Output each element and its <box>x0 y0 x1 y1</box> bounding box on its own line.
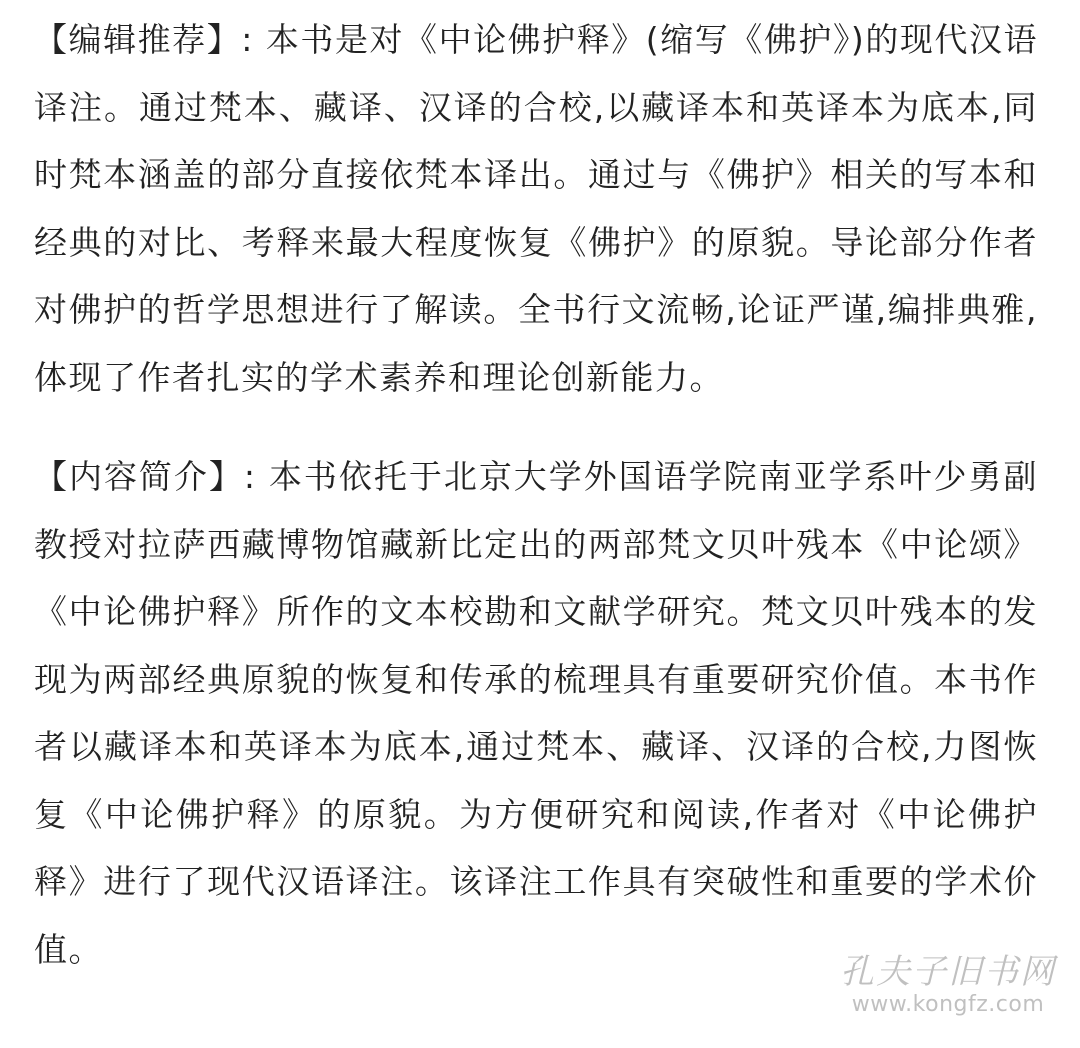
watermark-url: www.kongfz.com <box>851 992 1045 1017</box>
watermark-text: 孔夫子旧书网 <box>840 952 1056 992</box>
editor-recommendation-paragraph: 【编辑推荐】: 本书是对《中论佛护释》(缩写《佛护》)的现代汉语译注。通过梵本、藏译、汉译的合校,以藏译本和英译本为底本,同时梵本涵盖的部分直接依梵本译出。通过与《佛护》相关的写本和经典的对比、考释来最大程度恢复《佛护》的原貌。导论部分作者对佛护的哲学思想进行了解读。全书行文流畅,论证严谨,编排典雅,体现了作者扎实的学术素养和理论创新能力。 <box>34 20 1038 397</box>
content-summary-paragraph: 【内容简介】: 本书依托于北京大学外国语学院南亚学系叶少勇副教授对拉萨西藏博物馆藏新比定出的两部梵文贝叶残本《中论颂》《中论佛护释》所作的文本校勘和文献学研究。梵文贝叶残本的发现为两部经典原貌的恢复和传承的梳理具有重要研究价值。本书作者以藏译本和英译本为底本,通过梵本、藏译、汉译的合校,力图恢复《中论佛护释》的原貌。为方便研究和阅读,作者对《中论佛护释》进行了现代汉语译注。该译注工作具有突破性和重要的学术价值。 <box>34 457 1038 969</box>
document-body <box>34 6 1038 983</box>
